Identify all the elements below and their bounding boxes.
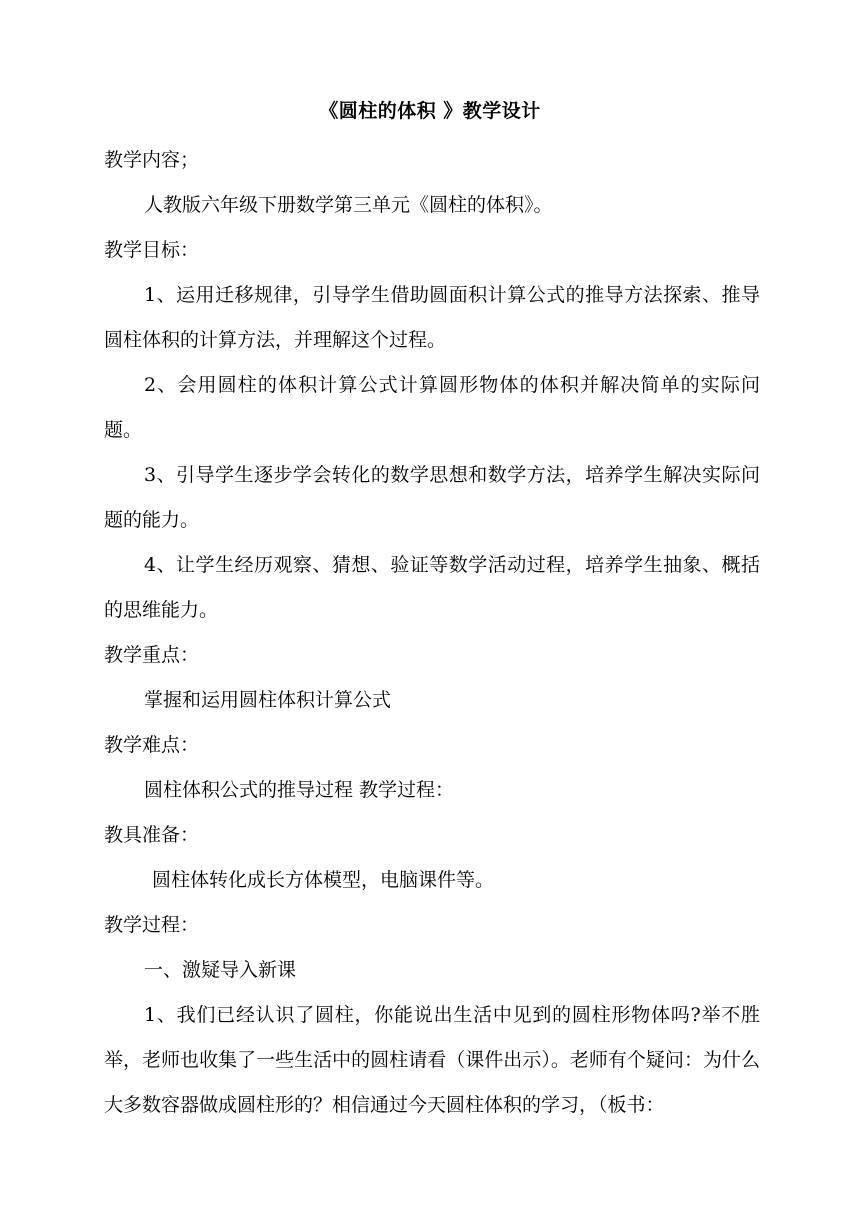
heading-teaching-goals: 教学目标： (104, 239, 200, 261)
paragraph-difficulties: 圆柱体积公式的推导过程 教学过程： (144, 779, 455, 801)
paragraph-teaching-content: 人教版六年级下册数学第三单元《圆柱的体积》。 (144, 194, 553, 216)
goal-item-4: 4、让学生经历观察、猜想、验证等数学活动过程，培养学生抽象、概括的思维能力。 (104, 554, 760, 621)
paragraph-key-points: 掌握和运用圆柱体积计算公式 (144, 689, 392, 711)
goal-item-2: 2、会用圆柱的体积计算公式计算圆形物体的体积并解决简单的实际问题。 (104, 374, 760, 441)
section-heading-intro: 一、激疑导入新课 (144, 959, 297, 981)
heading-key-points: 教学重点： (104, 644, 200, 666)
document-body (104, 138, 760, 1128)
document-title: 《圆柱的体积 》教学设计 (319, 100, 541, 122)
paragraph-intro-1: 1、我们已经认识了圆柱，你能说出生活中见到的圆柱形物体吗?举不胜举，老师也收集了一些生活中的圆柱请看（课件出示）。老师有个疑问：为什么大多数容器做成圆柱形的？相信通过今天圆柱体积的学习，（板书： (104, 1004, 760, 1116)
goal-item-1: 1、运用迁移规律，引导学生借助圆面积计算公式的推导方法探索、推导圆柱体积的计算方法，并理解这个过程。 (104, 284, 760, 351)
heading-teaching-aids: 教具准备： (104, 824, 200, 846)
heading-teaching-content: 教学内容； (104, 149, 200, 171)
paragraph-teaching-aids: 圆柱体转化成长方体模型，电脑课件等。 (152, 869, 495, 891)
goal-item-3: 3、引导学生逐步学会转化的数学思想和数学方法，培养学生解决实际问题的能力。 (104, 464, 760, 531)
heading-teaching-process: 教学过程： (104, 914, 200, 936)
heading-difficulties: 教学难点： (104, 734, 200, 756)
